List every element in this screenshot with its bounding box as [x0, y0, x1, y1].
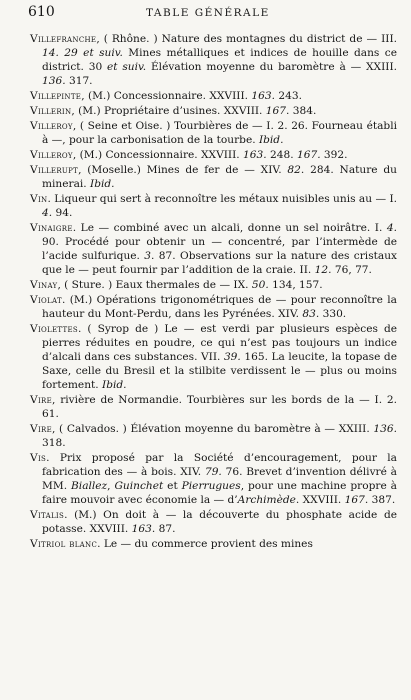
entry-text: 284. Nature du minerai. — [42, 164, 398, 190]
entry-italic-text: 12. — [314, 264, 332, 276]
index-entry — [30, 89, 397, 103]
entry-text: . XXVIII. — [295, 494, 345, 506]
entry-headword: Vin — [30, 193, 48, 205]
entry-italic-text: 163. — [251, 90, 275, 102]
index-entry — [30, 508, 397, 536]
entry-text: 165. La leucite, la topase de Saxe, celle du Bresil et la stilbite verdissent le — plus ou moins fortement. — [42, 351, 397, 391]
entry-headword: Villerin — [30, 105, 72, 117]
running-title: TABLE GÉNÉRALE — [146, 7, 270, 19]
entry-text: . Le — combiné avec un alcali, donne un sel noirâtre. I. — [72, 222, 387, 234]
entry-italic-text: et suiv. — [107, 61, 147, 73]
entry-text: 330. — [319, 308, 347, 320]
entry-italic-text: 163. — [131, 523, 156, 535]
entry-headword: Vinaigre — [30, 222, 73, 234]
entry-text: , ( Calvados. ) Élévation moyenne du baromètre à — XXIII. — [52, 423, 374, 435]
index-entry — [30, 148, 397, 162]
entry-text: , rivière de Normandie. Tourbières sur les bords de la — I. 2. 61. — [42, 394, 397, 420]
index-entry — [30, 192, 397, 220]
entry-italic-text: 167. — [344, 494, 369, 506]
entry-text: 384. — [289, 105, 317, 117]
entry-headword: Villerupt — [30, 164, 79, 176]
entry-text: , ( Seine et Oise. ) Tourbières de — I. 2. 26. Fourneau établi à —, pour la carbonisation de la tourbe. — [42, 120, 397, 146]
entry-headword: Vinay — [30, 279, 58, 291]
entry-text: . (M.) On doit à — la découverte du phosphate acide de potasse. XXVIII. — [42, 509, 397, 535]
index-entry — [30, 278, 397, 292]
entry-text: . ( Syrop de ) Le — est verdi par plusieurs espèces de pierres réduites en poudre, ce qui n’est pas toujours un indice d’alcali dans ces substances. VII. — [42, 323, 397, 363]
index-entry — [30, 393, 397, 421]
page-header — [30, 4, 397, 32]
entry-italic-text: 167. — [296, 149, 321, 161]
page-number: 610 — [28, 4, 55, 20]
entry-text: 243. — [274, 90, 302, 102]
entry-text: et — [163, 480, 182, 492]
entry-headword: Villefranche — [30, 33, 97, 45]
index-entry — [30, 119, 397, 147]
entry-headword: Vitriol blanc — [30, 538, 98, 550]
entry-italic-text: 163. — [243, 149, 267, 161]
entry-italic-text: 83. — [302, 308, 320, 320]
entry-headword: Vis — [30, 452, 47, 464]
entry-headword: Vire — [30, 423, 52, 435]
entry-italic-text: Guinchet — [114, 480, 164, 492]
entry-text: 87. Observations sur la nature des cristaux que le — peut fournir par l’addition de la craie. II. — [42, 250, 398, 276]
index-entries — [30, 32, 397, 551]
index-entry — [30, 221, 397, 277]
entry-text: , (M.) Concessionnaire. XXVIII. — [72, 149, 244, 161]
entry-text: . Prix proposé par la Société d’encouragement, pour la fabrication des — à bois. XIV. — [42, 452, 397, 478]
entry-italic-text: 136. — [42, 75, 66, 87]
entry-italic-text: Biallez — [71, 480, 108, 492]
entry-text: 318. — [42, 437, 66, 449]
entry-text: , ( Sture. ) Eaux thermales de — IX. — [57, 279, 252, 291]
entry-italic-text: 14. 29 et suiv. — [42, 47, 123, 59]
entry-text: 317. — [65, 75, 93, 87]
entry-text: 134, 157. — [268, 279, 323, 291]
entry-text: 90. Procédé pour obtenir un — concentré, par l’intermède de l’acide sulfurique. — [42, 236, 397, 262]
entry-text: 76, 77. — [331, 264, 372, 276]
entry-italic-text: 4. — [386, 222, 397, 234]
entry-headword: Vire — [30, 394, 52, 406]
entry-text: 392. — [320, 149, 348, 161]
entry-text: Mines métalliques et indices de houille dans ce district. 30 — [42, 47, 397, 73]
entry-headword: Villeroy — [30, 149, 73, 161]
entry-italic-text: 136. — [373, 423, 397, 435]
index-entry — [30, 322, 397, 392]
entry-text: Élévation moyenne du baromètre à — XXIII. — [146, 61, 398, 73]
entry-italic-text: 4. — [42, 207, 53, 219]
entry-headword: Vitalis — [30, 509, 65, 521]
entry-text: , — [107, 480, 115, 492]
entry-italic-text: 167. — [265, 105, 290, 117]
entry-text: , (M.) Propriétaire d’usines. XXVIII. — [71, 105, 266, 117]
entry-italic-text: 79. — [204, 466, 222, 478]
entry-text: , pour une machine propre à faire mouvoir avec économie la — d’ — [42, 480, 397, 506]
index-entry — [30, 451, 397, 507]
entry-text: 248. — [266, 149, 297, 161]
entry-italic-text: Ibid. — [102, 379, 127, 391]
index-entry — [30, 32, 397, 88]
entry-text: 94. — [52, 207, 73, 219]
entry-text: . Le — du commerce provient des mines — [97, 538, 313, 550]
entry-text: 87. — [155, 523, 176, 535]
entry-italic-text: Ibid. — [90, 178, 115, 190]
entry-text: 76. Brevet d’invention délivré à MM. — [42, 466, 397, 492]
entry-italic-text: Archimède — [237, 494, 296, 506]
entry-text: , (M.) Concessionnaire. XXVIII. — [81, 90, 252, 102]
entry-italic-text: Pierrugues — [181, 480, 241, 492]
index-entry — [30, 104, 397, 118]
entry-headword: Violettes — [30, 323, 78, 335]
index-entry — [30, 163, 397, 191]
index-entry — [30, 422, 397, 450]
entry-text: . (M.) Opérations trigonométriques de — pour reconnoître la hauteur du Mont-Perdu, dans les Pyrénées. XIV. — [42, 294, 397, 320]
entry-italic-text: 82. — [287, 164, 305, 176]
entry-italic-text: Ibid. — [258, 134, 284, 146]
entry-text: , ( Rhône. ) Nature des montagnes du district de — III. — [96, 33, 397, 45]
entry-italic-text: 39. — [223, 351, 241, 363]
entry-italic-text: 3. — [144, 250, 155, 262]
index-entry — [30, 293, 397, 321]
entry-text: . Liqueur qui sert à reconnoître les métaux nuisibles unis au — I. — [47, 193, 397, 205]
entry-text: , (Moselle.) Mines de fer de — XIV. — [78, 164, 288, 176]
entry-headword: Villeroy — [30, 120, 73, 132]
entry-italic-text: 50. — [251, 279, 269, 291]
entry-headword: Villepinte — [30, 90, 82, 102]
index-entry — [30, 537, 397, 551]
entry-text: 387. — [368, 494, 396, 506]
entry-headword: Violat — [30, 294, 62, 306]
